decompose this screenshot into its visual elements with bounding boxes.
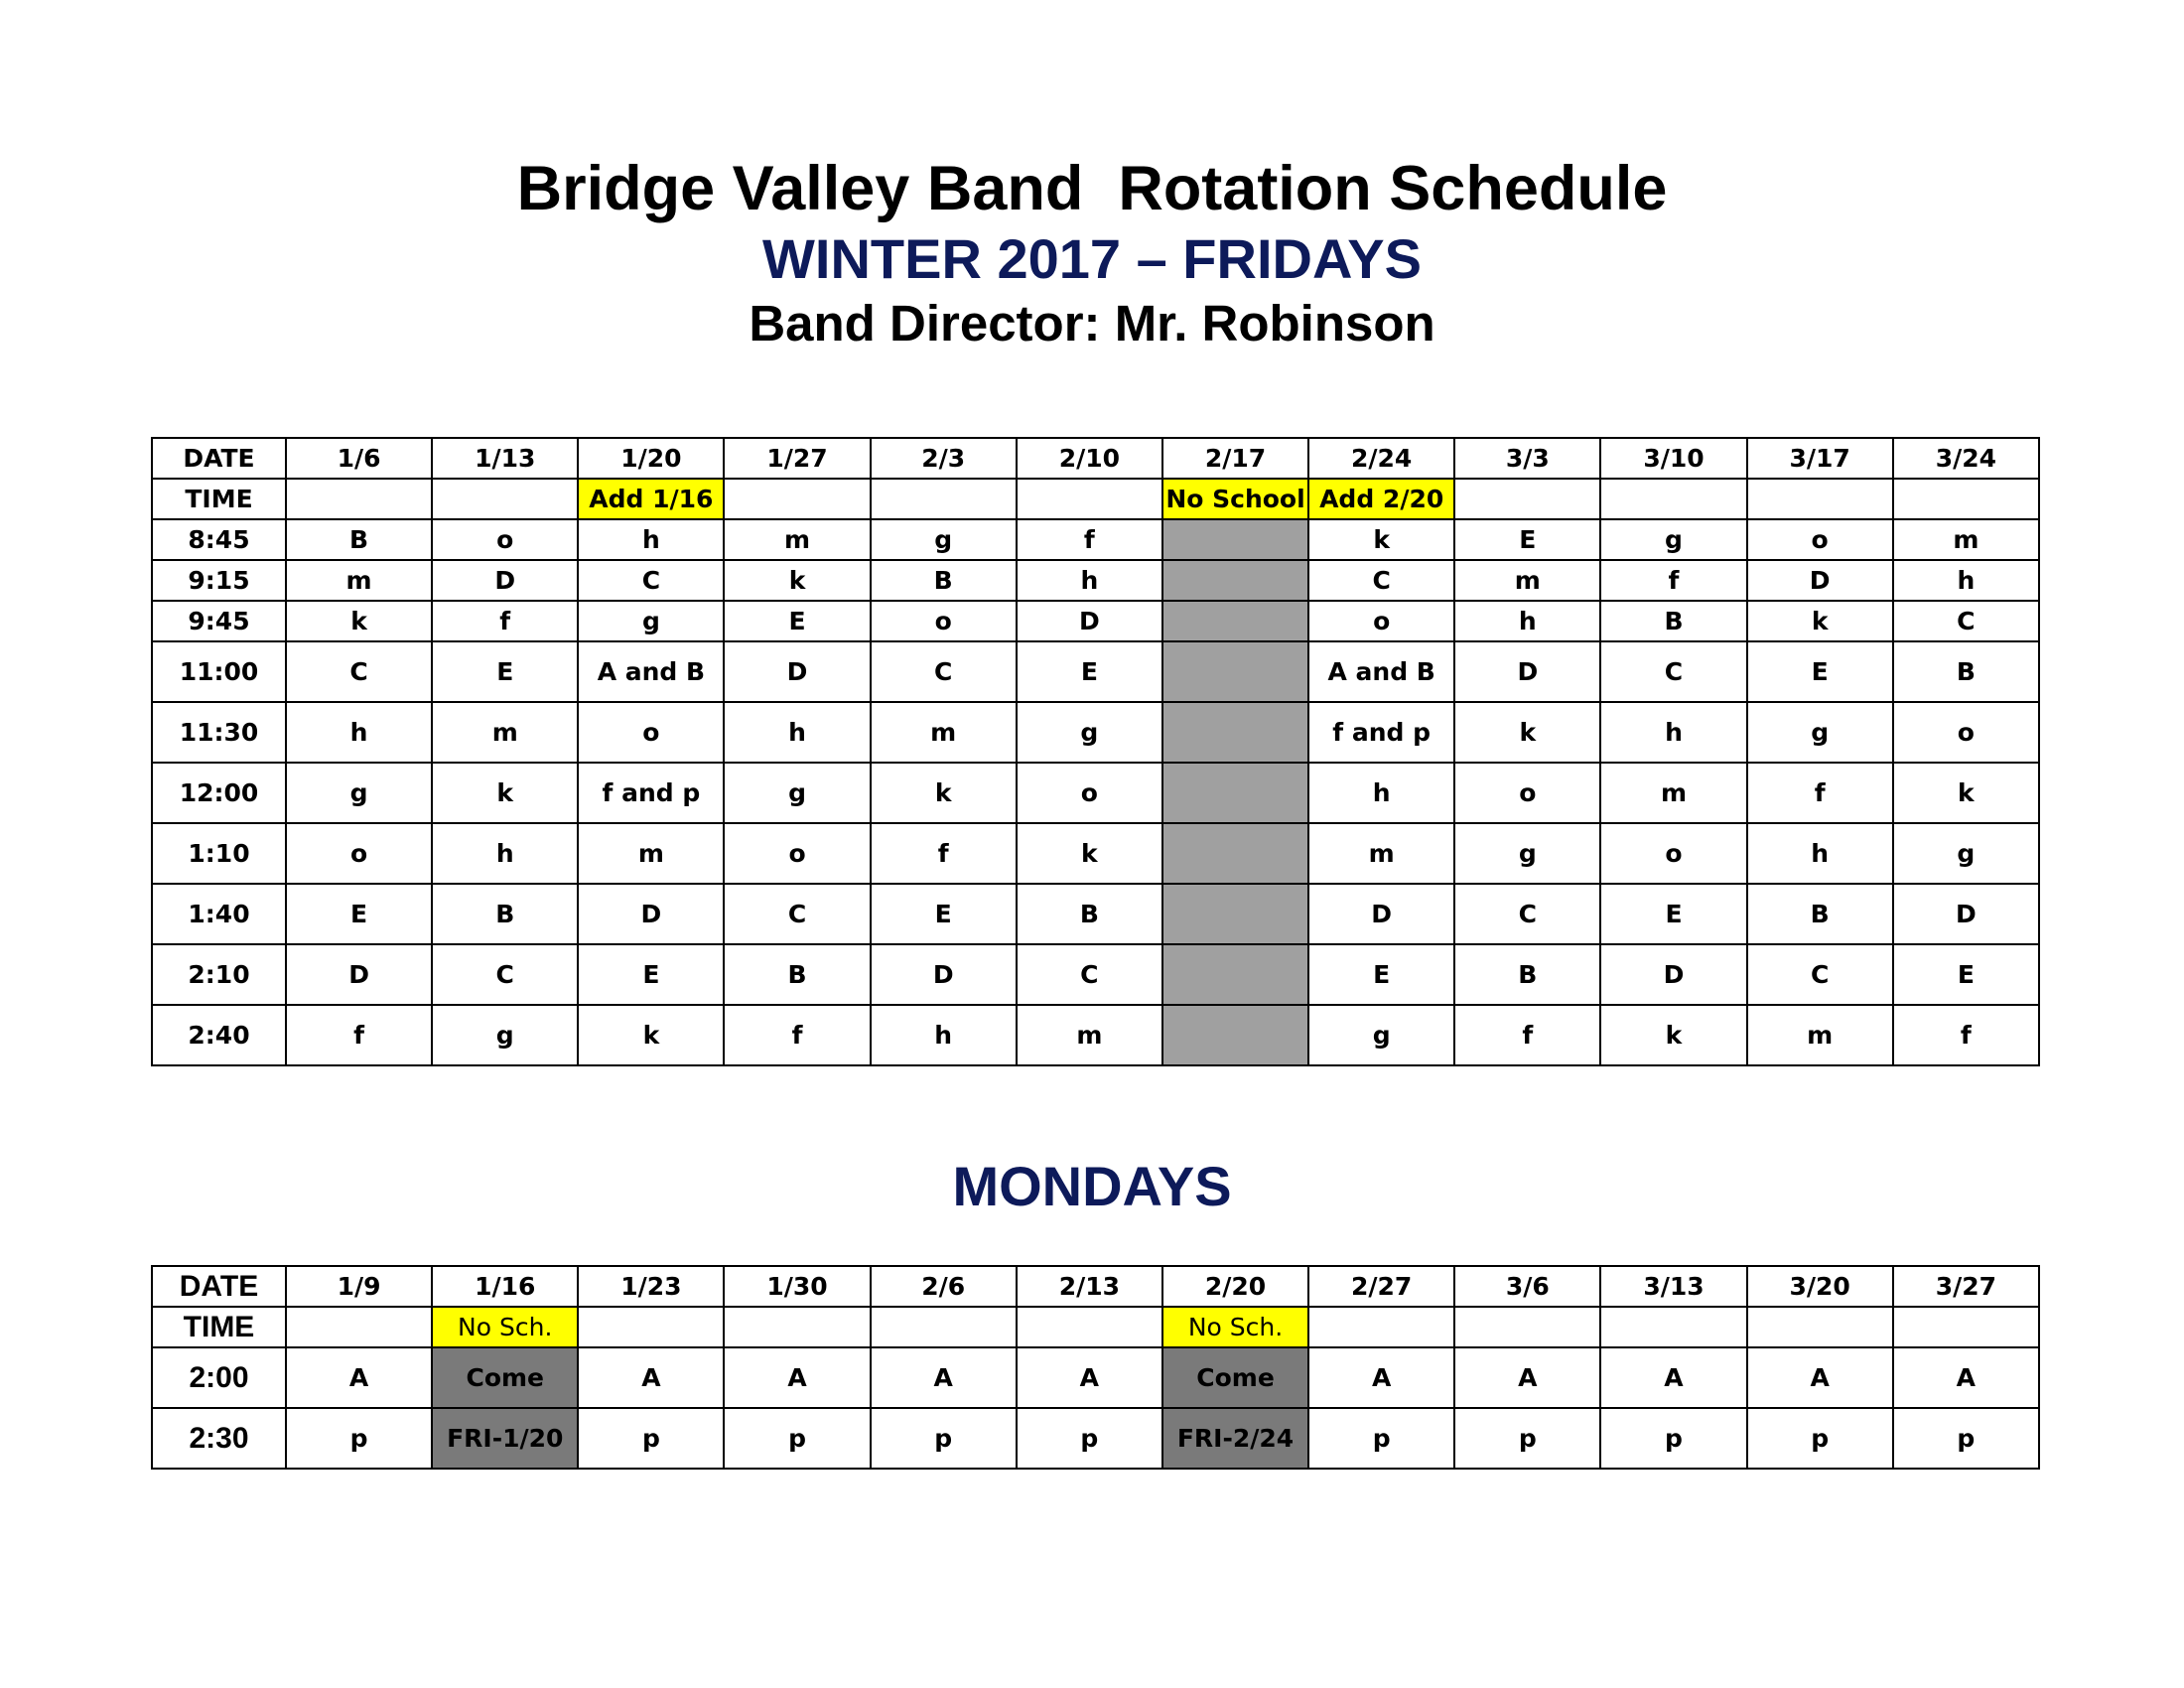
schedule-cell: A <box>1893 1347 2039 1408</box>
schedule-cell: f <box>724 1005 870 1065</box>
schedule-cell: A <box>1017 1347 1162 1408</box>
schedule-cell <box>1162 560 1308 601</box>
note-cell <box>871 1307 1017 1347</box>
time-slot: 12:00 <box>152 763 286 823</box>
time-slot: 11:30 <box>152 702 286 763</box>
schedule-cell: f <box>871 823 1017 884</box>
schedule-cell: A and B <box>1308 641 1454 702</box>
schedule-cell: C <box>1308 560 1454 601</box>
schedule-cell <box>1162 519 1308 560</box>
schedule-cell: p <box>724 1408 870 1469</box>
table-row <box>152 884 2039 944</box>
schedule-cell: k <box>286 601 432 641</box>
date-header: 2/17 <box>1162 438 1308 479</box>
schedule-cell: Come <box>432 1347 578 1408</box>
schedule-cell: Come <box>1162 1347 1308 1408</box>
schedule-cell: C <box>1017 944 1162 1005</box>
date-header: 1/16 <box>432 1266 578 1307</box>
schedule-cell: p <box>578 1408 724 1469</box>
schedule-cell: o <box>1454 763 1600 823</box>
note-cell <box>1893 479 2039 519</box>
schedule-cell: m <box>1893 519 2039 560</box>
time-slot: 2:00 <box>152 1347 286 1408</box>
schedule-cell: D <box>578 884 724 944</box>
note-cell <box>1747 479 1893 519</box>
date-header: 2/10 <box>1017 438 1162 479</box>
schedule-cell: A <box>578 1347 724 1408</box>
page-title: Bridge Valley Band Rotation Schedule <box>516 154 1668 223</box>
schedule-cell: o <box>1893 702 2039 763</box>
schedule-cell: m <box>432 702 578 763</box>
schedule-cell: E <box>871 884 1017 944</box>
schedule-cell: o <box>1747 519 1893 560</box>
time-slot: 2:10 <box>152 944 286 1005</box>
schedule-cell: E <box>1747 641 1893 702</box>
schedule-cell: h <box>1893 560 2039 601</box>
note-cell <box>1454 1307 1600 1347</box>
schedule-cell: f <box>1454 1005 1600 1065</box>
schedule-cell: D <box>1308 884 1454 944</box>
time-slot: 11:00 <box>152 641 286 702</box>
note-cell <box>1308 1307 1454 1347</box>
schedule-cell: m <box>578 823 724 884</box>
schedule-cell: f and p <box>1308 702 1454 763</box>
note-cell <box>1017 1307 1162 1347</box>
schedule-cell: E <box>1600 884 1746 944</box>
note-cell <box>286 1307 432 1347</box>
note-row <box>152 479 2039 519</box>
table-row <box>152 519 2039 560</box>
schedule-cell: E <box>286 884 432 944</box>
schedule-cell: g <box>432 1005 578 1065</box>
time-slot: 1:10 <box>152 823 286 884</box>
date-header: 2/27 <box>1308 1266 1454 1307</box>
time-slot: 2:30 <box>152 1408 286 1469</box>
schedule-cell: D <box>871 944 1017 1005</box>
schedule-cell: k <box>1747 601 1893 641</box>
band-director: Band Director: Mr. Robinson <box>749 295 1435 352</box>
schedule-cell: f <box>286 1005 432 1065</box>
schedule-cell: h <box>432 823 578 884</box>
schedule-cell: f and p <box>578 763 724 823</box>
schedule-cell: A <box>286 1347 432 1408</box>
schedule-cell: h <box>724 702 870 763</box>
schedule-cell <box>1162 884 1308 944</box>
date-row <box>152 438 2039 479</box>
schedule-cell: k <box>724 560 870 601</box>
schedule-cell: C <box>1454 884 1600 944</box>
table-row <box>152 560 2039 601</box>
date-header: 1/20 <box>578 438 724 479</box>
schedule-cell: g <box>578 601 724 641</box>
time-slot: 8:45 <box>152 519 286 560</box>
schedule-cell: o <box>432 519 578 560</box>
date-row <box>152 1266 2039 1307</box>
schedule-cell: B <box>1454 944 1600 1005</box>
schedule-cell: g <box>1747 702 1893 763</box>
schedule-cell: m <box>1600 763 1746 823</box>
date-header: 1/6 <box>286 438 432 479</box>
schedule-cell <box>1162 641 1308 702</box>
schedule-cell: m <box>1454 560 1600 601</box>
date-header: 2/24 <box>1308 438 1454 479</box>
schedule-cell: A <box>1747 1347 1893 1408</box>
note-cell <box>286 479 432 519</box>
schedule-cell: h <box>871 1005 1017 1065</box>
schedule-cell: A <box>1454 1347 1600 1408</box>
time-slot: 1:40 <box>152 884 286 944</box>
schedule-cell: f <box>1893 1005 2039 1065</box>
schedule-cell: k <box>1600 1005 1746 1065</box>
table-row <box>152 763 2039 823</box>
schedule-cell: f <box>1747 763 1893 823</box>
time-label: TIME <box>152 479 286 519</box>
date-header: 1/13 <box>432 438 578 479</box>
schedule-cell: D <box>432 560 578 601</box>
schedule-cell: g <box>1454 823 1600 884</box>
schedule-cell: B <box>1600 601 1746 641</box>
schedule-cell: h <box>1017 560 1162 601</box>
schedule-cell: h <box>578 519 724 560</box>
schedule-cell: m <box>871 702 1017 763</box>
date-header: 2/20 <box>1162 1266 1308 1307</box>
schedule-cell: D <box>1017 601 1162 641</box>
schedule-cell: p <box>1308 1408 1454 1469</box>
schedule-cell: p <box>1747 1408 1893 1469</box>
date-header: 3/10 <box>1600 438 1746 479</box>
schedule-cell: B <box>871 560 1017 601</box>
schedule-cell: A <box>1600 1347 1746 1408</box>
note-cell <box>578 1307 724 1347</box>
schedule-cell: C <box>1747 944 1893 1005</box>
schedule-cell: p <box>1600 1408 1746 1469</box>
time-slot: 9:45 <box>152 601 286 641</box>
schedule-cell: o <box>724 823 870 884</box>
schedule-cell <box>1162 823 1308 884</box>
date-header: 3/17 <box>1747 438 1893 479</box>
table-row <box>152 944 2039 1005</box>
schedule-cell: D <box>1454 641 1600 702</box>
schedule-cell: g <box>724 763 870 823</box>
schedule-cell: E <box>1893 944 2039 1005</box>
schedule-cell: E <box>1454 519 1600 560</box>
date-header: 1/23 <box>578 1266 724 1307</box>
schedule-cell: h <box>1454 601 1600 641</box>
schedule-cell: A <box>724 1347 870 1408</box>
note-cell <box>1017 479 1162 519</box>
schedule-cell: m <box>724 519 870 560</box>
note-cell <box>432 479 578 519</box>
time-label: TIME <box>152 1307 286 1347</box>
schedule-cell: f <box>1017 519 1162 560</box>
date-header: 2/13 <box>1017 1266 1162 1307</box>
schedule-cell <box>1162 763 1308 823</box>
schedule-cell: D <box>1600 944 1746 1005</box>
note-cell: Add 2/20 <box>1308 479 1454 519</box>
schedule-cell: D <box>1893 884 2039 944</box>
date-header: 2/6 <box>871 1266 1017 1307</box>
schedule-cell: B <box>1017 884 1162 944</box>
table-row <box>152 1408 2039 1469</box>
schedule-cell: m <box>1747 1005 1893 1065</box>
fridays-schedule-table <box>151 437 2040 1066</box>
schedule-cell: k <box>578 1005 724 1065</box>
schedule-cell: E <box>1308 944 1454 1005</box>
schedule-cell <box>1162 601 1308 641</box>
schedule-cell: p <box>1454 1408 1600 1469</box>
date-header: 3/6 <box>1454 1266 1600 1307</box>
schedule-cell: f <box>432 601 578 641</box>
note-cell <box>1454 479 1600 519</box>
note-cell <box>1747 1307 1893 1347</box>
note-cell: No School <box>1162 479 1308 519</box>
schedule-cell: A <box>871 1347 1017 1408</box>
schedule-cell: k <box>871 763 1017 823</box>
schedule-cell: p <box>871 1408 1017 1469</box>
schedule-cell: o <box>1017 763 1162 823</box>
schedule-cell: o <box>578 702 724 763</box>
schedule-cell: FRI-2/24 <box>1162 1408 1308 1469</box>
note-cell <box>1893 1307 2039 1347</box>
schedule-cell: B <box>432 884 578 944</box>
schedule-cell: A and B <box>578 641 724 702</box>
table-row <box>152 823 2039 884</box>
schedule-cell: FRI-1/20 <box>432 1408 578 1469</box>
schedule-cell: C <box>1600 641 1746 702</box>
date-header: 3/3 <box>1454 438 1600 479</box>
schedule-cell: g <box>1893 823 2039 884</box>
table-row <box>152 641 2039 702</box>
schedule-cell <box>1162 702 1308 763</box>
schedule-cell: g <box>286 763 432 823</box>
table-row <box>152 601 2039 641</box>
schedule-cell: g <box>1600 519 1746 560</box>
note-cell <box>724 479 870 519</box>
schedule-cell: o <box>871 601 1017 641</box>
note-row <box>152 1307 2039 1347</box>
note-cell <box>1600 479 1746 519</box>
date-header: 1/27 <box>724 438 870 479</box>
note-cell: Add 1/16 <box>578 479 724 519</box>
date-header: 3/24 <box>1893 438 2039 479</box>
note-cell: No Sch. <box>432 1307 578 1347</box>
schedule-cell: o <box>1308 601 1454 641</box>
schedule-cell: C <box>724 884 870 944</box>
note-cell <box>724 1307 870 1347</box>
schedule-cell: E <box>1017 641 1162 702</box>
schedule-cell: g <box>1308 1005 1454 1065</box>
mondays-schedule-table <box>151 1265 2040 1470</box>
schedule-cell: k <box>1454 702 1600 763</box>
date-label: DATE <box>152 438 286 479</box>
schedule-cell: h <box>1308 763 1454 823</box>
schedule-cell: p <box>1893 1408 2039 1469</box>
schedule-cell: E <box>578 944 724 1005</box>
date-label: DATE <box>152 1266 286 1307</box>
schedule-cell: B <box>286 519 432 560</box>
date-header: 3/13 <box>1600 1266 1746 1307</box>
schedule-cell: B <box>724 944 870 1005</box>
schedule-cell: C <box>286 641 432 702</box>
schedule-cell: k <box>1017 823 1162 884</box>
schedule-cell: D <box>286 944 432 1005</box>
date-header: 2/3 <box>871 438 1017 479</box>
schedule-cell: p <box>1017 1408 1162 1469</box>
schedule-cell: o <box>1600 823 1746 884</box>
note-cell <box>871 479 1017 519</box>
schedule-cell: C <box>578 560 724 601</box>
mondays-title: MONDAYS <box>952 1155 1232 1217</box>
table-row <box>152 702 2039 763</box>
schedule-cell: E <box>432 641 578 702</box>
table-row <box>152 1005 2039 1065</box>
date-header: 1/9 <box>286 1266 432 1307</box>
schedule-cell: E <box>724 601 870 641</box>
schedule-cell: h <box>1600 702 1746 763</box>
page-subtitle: WINTER 2017 – FRIDAYS <box>762 227 1422 290</box>
schedule-cell: B <box>1893 641 2039 702</box>
schedule-cell: g <box>871 519 1017 560</box>
schedule-cell: B <box>1747 884 1893 944</box>
schedule-cell: o <box>286 823 432 884</box>
schedule-cell: k <box>432 763 578 823</box>
schedule-cell <box>1162 944 1308 1005</box>
schedule-cell: f <box>1600 560 1746 601</box>
schedule-cell: D <box>1747 560 1893 601</box>
schedule-cell: m <box>1017 1005 1162 1065</box>
schedule-cell: h <box>286 702 432 763</box>
schedule-cell: p <box>286 1408 432 1469</box>
note-cell <box>1600 1307 1746 1347</box>
schedule-cell: k <box>1893 763 2039 823</box>
note-cell: No Sch. <box>1162 1307 1308 1347</box>
date-header: 3/20 <box>1747 1266 1893 1307</box>
schedule-cell <box>1162 1005 1308 1065</box>
schedule-cell: h <box>1747 823 1893 884</box>
date-header: 3/27 <box>1893 1266 2039 1307</box>
schedule-cell: D <box>724 641 870 702</box>
schedule-cell: A <box>1308 1347 1454 1408</box>
time-slot: 9:15 <box>152 560 286 601</box>
schedule-cell: k <box>1308 519 1454 560</box>
schedule-cell: m <box>286 560 432 601</box>
time-slot: 2:40 <box>152 1005 286 1065</box>
schedule-cell: m <box>1308 823 1454 884</box>
schedule-cell: C <box>871 641 1017 702</box>
table-row <box>152 1347 2039 1408</box>
schedule-cell: g <box>1017 702 1162 763</box>
schedule-cell: C <box>432 944 578 1005</box>
date-header: 1/30 <box>724 1266 870 1307</box>
schedule-cell: C <box>1893 601 2039 641</box>
